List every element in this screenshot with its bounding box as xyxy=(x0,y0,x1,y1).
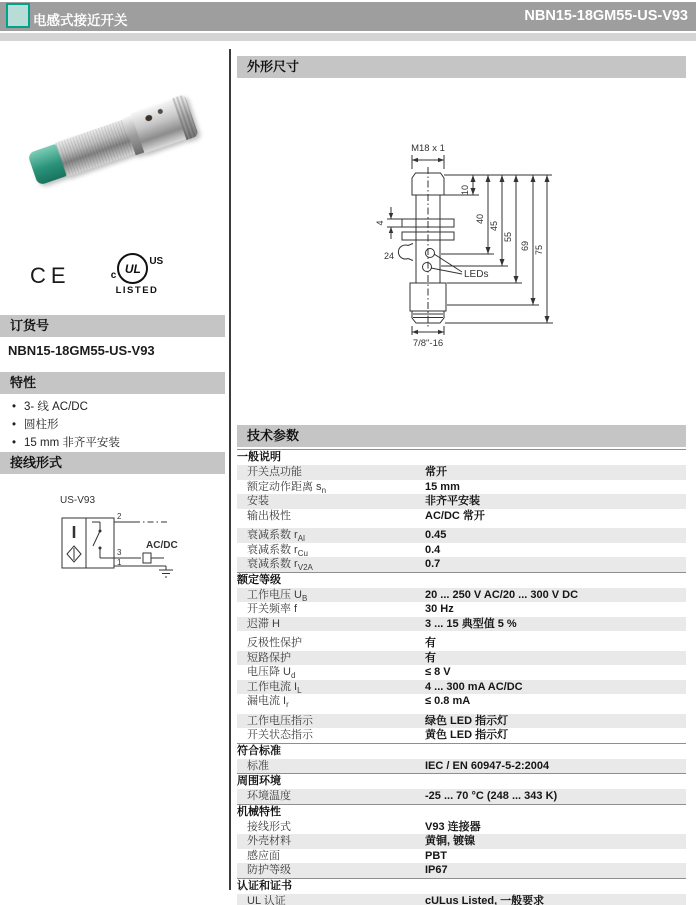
row-label: 标准 xyxy=(247,759,269,772)
sensor-outline xyxy=(402,167,454,329)
row-value: ≤ 0.8 mA xyxy=(425,695,471,707)
dim-label: 69 xyxy=(520,240,530,252)
supply-label: AC/DC xyxy=(146,540,178,551)
pin1-label: 1 xyxy=(117,558,122,567)
row-value: IEC / EN 60947-5-2:2004 xyxy=(425,759,550,772)
row-label: 短路保护 xyxy=(247,651,291,664)
row-value: 15 mm xyxy=(425,480,460,493)
nut-thickness-label: 4 xyxy=(375,220,385,226)
sensor-illustration xyxy=(25,91,206,192)
table-row xyxy=(237,543,686,558)
bottom-thread-label: 7/8"-16 xyxy=(412,338,444,349)
wrench-size-label: 24 xyxy=(383,251,394,261)
row-label: 输出极性 xyxy=(247,509,291,522)
dim-label: 55 xyxy=(503,231,513,243)
top-thread-label: M18 x 1 xyxy=(411,143,445,154)
table-row xyxy=(237,494,686,509)
row-value: 0.45 xyxy=(425,529,447,541)
row-label: 漏电流 $I_r$ xyxy=(247,695,289,710)
row-value: 非齐平安装 xyxy=(425,495,480,507)
table-row xyxy=(237,665,686,680)
brand-square-icon xyxy=(6,3,30,28)
column-divider xyxy=(229,49,231,890)
dimension-drawing xyxy=(340,133,620,350)
ul-mark-circle: UL xyxy=(117,253,148,284)
table-row xyxy=(237,834,686,849)
row-value: 有 xyxy=(425,637,436,649)
row-value: 常开 xyxy=(425,466,447,478)
row-label: 反极性保护 xyxy=(247,637,302,649)
row-label: 环境温度 xyxy=(247,790,291,802)
row-value: 黄铜, 镀镍 xyxy=(425,835,476,847)
table-row xyxy=(237,759,686,774)
table-row xyxy=(237,694,686,709)
table-row xyxy=(237,465,686,480)
row-value: 20 ... 250 V AC/20 ... 300 V DC xyxy=(425,588,579,601)
row-value: cULus Listed, 一般要求 xyxy=(425,894,545,905)
row-label: 开关频率 f xyxy=(247,603,298,615)
table-row xyxy=(237,602,686,617)
order-part-number: NBN15-18GM55-US-V93 xyxy=(8,343,155,358)
table-row xyxy=(237,557,686,572)
ul-mark xyxy=(103,253,171,296)
page-title: 电感式接近开关 xyxy=(33,13,128,28)
dim-label: 45 xyxy=(489,220,499,232)
table-section-header: 机械特性 xyxy=(237,804,686,820)
row-label: UL 认证 xyxy=(247,894,286,905)
tech-data-header: 技术参数 xyxy=(237,425,686,447)
ul-mark-us: US xyxy=(149,256,164,267)
tech-table xyxy=(237,449,686,905)
row-value: 30 Hz xyxy=(425,603,454,615)
dim-label: 10 xyxy=(460,184,470,196)
header-part-number: NBN15-18GM55-US-V93 xyxy=(524,8,688,24)
table-row xyxy=(237,480,686,495)
table-section-header: 一般说明 xyxy=(237,449,686,465)
device-box xyxy=(62,518,114,568)
feature-item: • 3- 线 AC/DC xyxy=(10,398,120,416)
table-row xyxy=(237,894,686,905)
fuse-icon xyxy=(143,553,151,563)
feature-item: • 15 mm 非齐平安装 xyxy=(10,434,120,452)
row-value: 有 xyxy=(425,651,436,664)
header-substrip xyxy=(0,33,696,41)
table-row xyxy=(237,509,686,524)
ul-mark-c: c xyxy=(110,270,117,281)
row-label: 工作电流 $I_L$ xyxy=(247,680,302,695)
sensor-threaded-body xyxy=(55,119,135,176)
row-value: IP67 xyxy=(425,864,448,876)
connection-header: 接线形式 xyxy=(0,452,225,474)
nut-dimension xyxy=(387,207,402,239)
ground-icon xyxy=(159,566,173,577)
row-label: 安装 xyxy=(247,495,269,507)
row-label: 工作电压指示 xyxy=(247,714,313,727)
row-value: 绿色 LED 指示灯 xyxy=(425,714,509,727)
table-section-header: 周围环境 xyxy=(237,773,686,789)
table-row xyxy=(237,651,686,666)
table-row xyxy=(237,849,686,864)
row-value: 黄色 LED 指示灯 xyxy=(425,729,509,741)
row-value: 3 ... 15 典型值 5 % xyxy=(425,617,517,630)
table-row xyxy=(237,636,686,651)
row-label: 感应面 xyxy=(247,849,280,862)
dimensions-header: 外形尺寸 xyxy=(237,56,686,78)
ce-mark: CE xyxy=(30,263,71,288)
table-row xyxy=(237,789,686,804)
table-row xyxy=(237,728,686,743)
table-row xyxy=(237,680,686,695)
dim-label: 40 xyxy=(475,213,485,225)
row-value: -25 ... 70 °C (248 ... 343 K) xyxy=(425,790,558,802)
row-label: 开关状态指示 xyxy=(247,729,313,741)
product-photo xyxy=(22,74,217,214)
table-section-header: 认证和证书 xyxy=(237,878,686,894)
table-row xyxy=(237,528,686,543)
row-value: 0.4 xyxy=(425,543,441,556)
table-row xyxy=(237,863,686,878)
table-row xyxy=(237,617,686,632)
pin2-label: 2 xyxy=(117,512,122,521)
wiring-diagram xyxy=(42,486,202,604)
table-row xyxy=(237,588,686,603)
row-value: ≤ 8 V xyxy=(425,666,451,678)
bottom-dimension xyxy=(412,326,444,335)
pin3-label: 3 xyxy=(117,548,122,557)
table-row xyxy=(237,714,686,729)
table-section-header: 额定等级 xyxy=(237,572,686,588)
row-value: PBT xyxy=(425,849,447,862)
led-label: LEDs xyxy=(464,269,489,280)
row-value: AC/DC 常开 xyxy=(425,509,485,522)
order-number-header: 订货号 xyxy=(0,315,225,337)
row-label: 电压降 $U_d$ xyxy=(247,666,296,681)
row-value: 0.7 xyxy=(425,558,441,570)
row-label: 衰减系数 $r_{V2A}$ xyxy=(247,558,313,573)
switch-contact-icon xyxy=(92,522,114,558)
table-section-header: 符合标准 xyxy=(237,743,686,759)
row-label: 开关点功能 xyxy=(247,466,302,478)
row-label: 额定动作距离 $s_n$ xyxy=(247,480,327,495)
top-dimension xyxy=(412,155,444,169)
row-label: 工作电压 $U_B$ xyxy=(247,588,308,603)
ul-mark-listed: LISTED xyxy=(115,285,159,296)
row-label: 衰减系数 $r_{Al}$ xyxy=(247,529,305,544)
row-value: V93 连接器 xyxy=(425,820,481,833)
row-value: 4 ... 300 mA AC/DC xyxy=(425,680,523,693)
top-header-bar xyxy=(0,2,696,31)
wrench-icon xyxy=(398,244,413,261)
dim-label: 75 xyxy=(534,244,544,256)
row-label: 防护等级 xyxy=(247,864,291,876)
table-row xyxy=(237,820,686,835)
row-label: 接线形式 xyxy=(247,820,291,833)
feature-item: • 圆柱形 xyxy=(10,416,120,434)
row-label: 外壳材料 xyxy=(247,835,291,847)
row-label: 迟滞 H xyxy=(247,617,280,630)
sensor-face-symbol-icon xyxy=(67,546,81,562)
features-header: 特性 xyxy=(0,372,225,394)
features-list xyxy=(10,398,120,452)
row-label: 衰减系数 $r_{Cu}$ xyxy=(247,543,308,558)
wiring-type-label: US-V93 xyxy=(60,495,96,506)
